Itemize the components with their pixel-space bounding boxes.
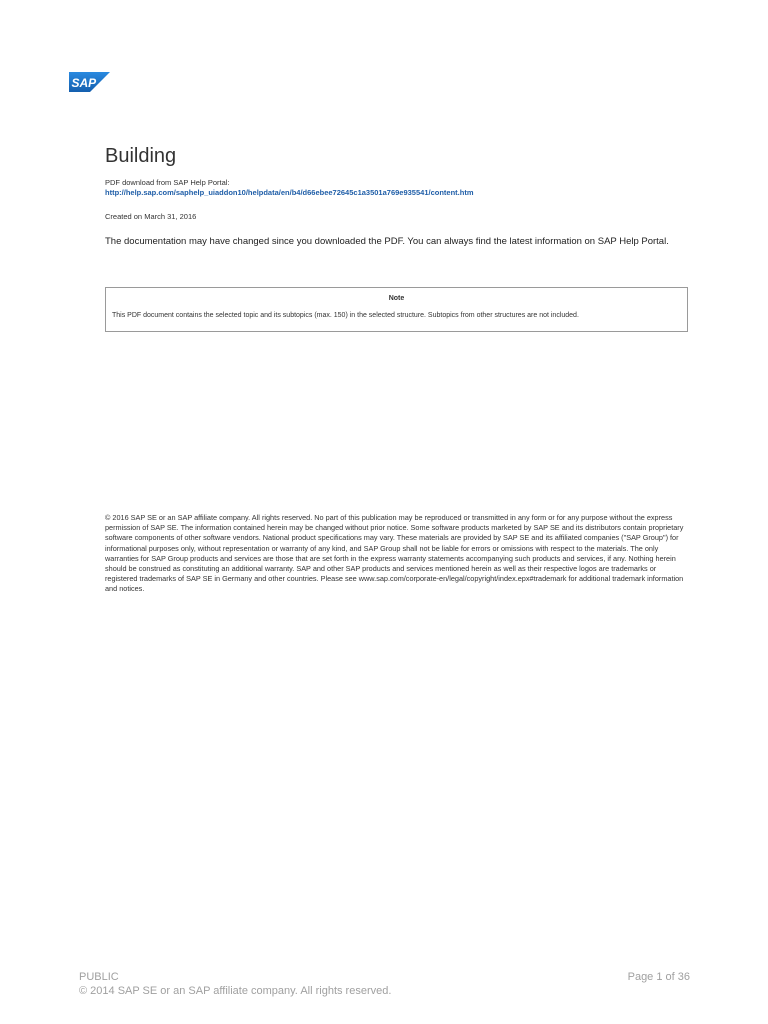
note-text: This PDF document contains the selected topic and its subtopics (max. 150) in the selected structure. Subtopics from other structures are not included. — [112, 312, 579, 319]
sap-logo-icon — [69, 72, 110, 92]
intro-paragraph: The documentation may have changed since you downloaded the PDF. You can always find the latest information on SAP Help Portal. — [105, 236, 669, 247]
sap-logo-text: SAP — [71, 76, 97, 90]
page-number: Page 1 of 36 — [627, 971, 690, 983]
legal-notice: © 2016 SAP SE or an SAP affiliate company. All rights reserved. No part of this publication may be reproduced or transmitted in any form or for any purpose without the express permission of SAP SE. The information contained herein may be changed without prior notice. Some software products marketed by SAP SE and its distributors contain proprietary software components of other software vendors. National product specifications may vary. These materials are provided by SAP SE and its affiliated companies ("SAP Group") for informational purposes only, without representation or warranty of any kind, and SAP Group shall not be liable for errors or omissions with respect to the materials. The only warranties for SAP Group products and services are those that are set forth in the express warranty statements accompanying such products and services, if any. Nothing herein should be construed as constituting an additional warranty. SAP and other SAP products and services mentioned herein as well as their respective logos are trademarks or registered trademarks of SAP SE in Germany and other countries. Please see www.sap.com/corporate-en/legal/copyright/index.epx#trademark for additional trademark information and notices. — [105, 513, 684, 594]
sap-logo — [69, 72, 110, 92]
pdf-download-label: PDF download from SAP Help Portal: — [105, 178, 230, 187]
created-date: Created on March 31, 2016 — [105, 212, 197, 221]
footer-copyright: © 2014 SAP SE or an SAP affiliate company. All rights reserved. — [79, 985, 392, 997]
pdf-source-link[interactable]: http://help.sap.com/saphelp_uiaddon10/helpdata/en/b4/d66ebee72645c1a3501a769e935541/content.htm — [105, 188, 474, 197]
page-title: Building — [105, 145, 177, 167]
note-title: Note — [388, 295, 405, 302]
footer-classification: PUBLIC — [79, 971, 119, 983]
note-box — [105, 287, 688, 332]
